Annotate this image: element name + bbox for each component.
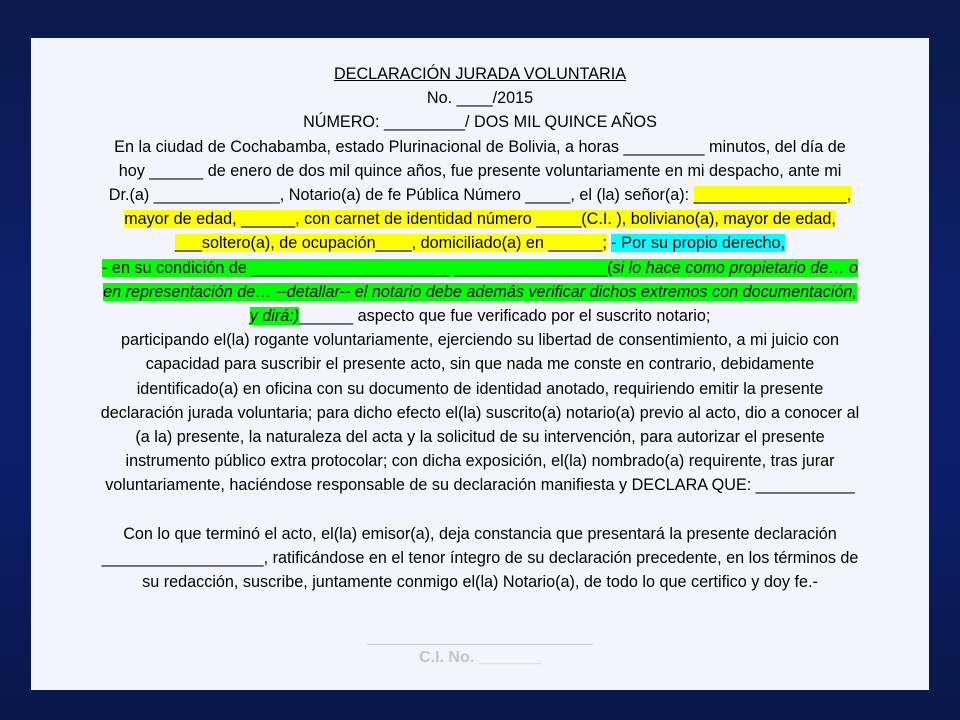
text-segment: ______ aspecto que fue verificado por el suscrito notario; [299, 307, 711, 326]
highlighted-text: mayor de edad, ______, con carnet de identidad número _____(C.I. ), boliviano(a), mayor de edad, [124, 210, 836, 229]
text-line [39, 280, 921, 304]
signature-block [39, 628, 921, 668]
text-line: identificado(a) en oficina con su documento de identidad anotado, requiriendo emitir la presente [136, 379, 824, 398]
text-line [39, 207, 921, 231]
document-title: DECLARACIÓN JURADA VOLUNTARIA [333, 65, 627, 83]
text-line: __________________, ratificándose en el tenor íntegro de su declaración precedente, en los términos de [101, 548, 859, 567]
highlighted-option-condition [102, 259, 858, 277]
spacer [39, 498, 921, 522]
paragraph-opening [39, 135, 921, 329]
highlighted-blank: _________________, [693, 186, 852, 205]
paragraph-closing [39, 522, 921, 595]
text-line: capacidad para suscribir el presente acto, sin que nada me conste en contrario, debidamente [145, 355, 815, 374]
text-line: declaración jurada voluntaria; para dicho efecto el(la) suscrito(a) notario(a) previo al acto, dio a conocer al [100, 403, 860, 422]
signature-line: ___________________________ [367, 629, 593, 647]
document-number-line: No. ____/2015 [426, 89, 534, 108]
paragraph-participation [39, 328, 921, 497]
italic-note: si lo hace como propietario de… o [612, 258, 859, 277]
highlighted-text: ___soltero(a), de ocupación____, domiciliado(a) en ______; [174, 234, 607, 253]
text-line [39, 304, 921, 328]
text-segment: - en su condición de ______________________ _________________( [101, 258, 613, 277]
text-line: instrumento público extra protocolar; con dicha exposición, el(la) nombrado(a) requirente, tras jurar [125, 452, 835, 471]
text-line [39, 183, 921, 207]
text-segment: Dr.(a) ______________, Notario(a) de fe Pública Número _____, el (la) señor(a): [108, 186, 694, 205]
text-line: participando el(la) rogante voluntariamente, ejerciendo su libertad de consentimiento, a mi juicio con [120, 331, 840, 350]
document-numero-line: NÚMERO: _________/ DOS MIL QUINCE AÑOS [303, 113, 657, 132]
text-line: (a la) presente, la naturaleza del acta y la solicitud de su intervención, para autorizar el presente [135, 428, 825, 447]
text-line: hoy ______ de enero de dos mil quince años, fue presente voluntariamente en mi despacho, ante mi [118, 161, 842, 180]
text-line [39, 256, 921, 280]
highlighted-option-own-right: - Por su propio derecho, [611, 234, 786, 253]
highlighted-italic-note: en representación de… --detallar-- el notario debe además verificar dichos extremos con documentación, [103, 282, 857, 301]
spacer [39, 594, 921, 626]
text-line: Con lo que terminó el acto, el(la) emisor(a), deja constancia que presentará la presente declaración [123, 524, 837, 543]
text-line: voluntariamente, haciéndose responsable de su declaración manifiesta y DECLARA QUE: ___________ [105, 476, 855, 495]
text-line: En la ciudad de Cochabamba, estado Plurinacional de Bolivia, a horas _________ minutos, del día de [114, 137, 846, 156]
text-line: su redacción, suscribe, juntamente conmigo el(la) Notario(a), de todo lo que certifico y doy fe.- [142, 573, 818, 592]
highlighted-italic-note: y dirá:) [249, 307, 300, 326]
ci-number-line: C.I. No. _______ [419, 649, 541, 667]
document-page [31, 38, 929, 690]
text-line [39, 231, 921, 255]
